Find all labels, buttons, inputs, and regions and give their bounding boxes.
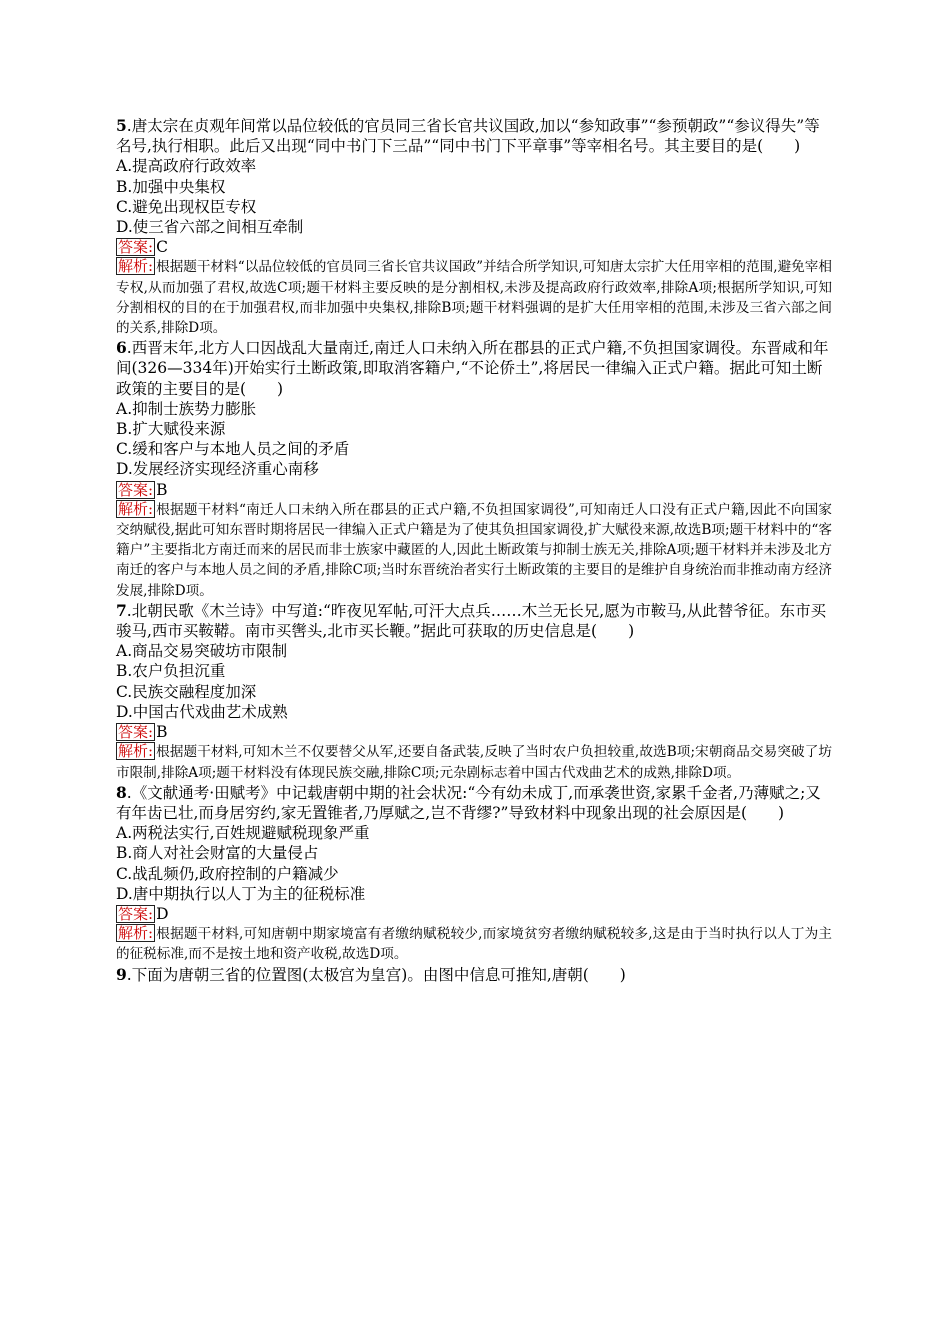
option-c: C.避免出现权臣专权 [116, 197, 257, 216]
explanation-tag: 解析: [118, 257, 154, 276]
question-number: 8 [116, 782, 127, 802]
option-a: A.抑制士族势力膨胀 [116, 399, 257, 418]
option-a: A.商品交易突破坊市限制 [116, 642, 288, 661]
option-b: B.商人对社会财富的大量侵占 [116, 844, 319, 863]
option-b: B.加强中央集权 [116, 177, 226, 196]
option-c: C.民族交融程度加深 [116, 682, 257, 701]
explanation-text: 根据题干材料,可知唐朝中期家境富有者缴纳赋税较少,而家境贫穷者缴纳赋税较多,这是由于当时执行以人丁为主的征税标准,而不是按土地和资产收税,故选D项。 [116, 926, 832, 963]
answer-value: B [156, 723, 168, 742]
question-number: 5 [116, 116, 127, 135]
explanation-line [116, 500, 832, 601]
question-stem: 7.北朝民歌《木兰诗》中写道:“昨夜见军帖,可汗大点兵……木兰无长兄,愿为市鞍马,从此替爷征。东市买骏马,西市买鞍鞯。南市买辔头,北市买长鞭。”据此可获取的历史信息是( ) [116, 600, 827, 641]
option-b: B.扩大赋役来源 [116, 420, 226, 439]
question-stem: 9.下面为唐朝三省的位置图(太极宫为皇宫)。由图中信息可推知,唐朝( ) [116, 964, 626, 984]
explanation-text: 根据题干材料“以品位较低的官员同三省长官共议国政”并结合所学知识,可知唐太宗扩大任用宰相的范围,避免宰相专权,从而加强了君权,故选C项;题干材料主要反映的是分割相权,未涉及提高政府行政效率,排除A项;根据所学知识,可知分割相权的目的在于加强君权,而非加强中央集权,排除B项;题干材料强调的是扩大任用宰相的范围,未涉及三省六部之间的关系,排除D项。 [116, 259, 832, 337]
document-body [116, 116, 832, 985]
explanation-text: 根据题干材料,可知木兰不仅要替父从军,还要自备武装,反映了当时农户负担较重,故选B项;宋朝商品交易突破了坊市限制,排除A项;题干材料没有体现民族交融,排除C项;元杂剧标志着中国古代戏曲艺术的成熟,排除D项。 [116, 744, 832, 781]
explanation-line [116, 257, 832, 338]
option-d: D.中国古代戏曲艺术成熟 [116, 702, 288, 721]
explanation-tag: 解析: [118, 742, 154, 761]
question-stem: 8.《文献通考·田赋考》中记载唐朝中期的社会状况:“今有幼未成丁,而承袭世资,家累千金者,乃薄赋之;又有年齿已壮,而身居穷约,家无置锥者,乃厚赋之,岂不背缪?”导致材料中现象出现的社会原因是( ) [116, 782, 821, 822]
answer-tag: 答案: [118, 480, 154, 499]
option-d: D.发展经济实现经济重心南移 [116, 460, 319, 479]
answer-line [116, 480, 832, 500]
explanation-tag: 解析: [118, 924, 154, 943]
answer-value: D [156, 904, 169, 923]
question-number: 6 [116, 338, 127, 358]
question-6 [116, 338, 832, 601]
answer-line [116, 722, 832, 742]
answer-value: C [156, 238, 168, 257]
answer-tag: 答案: [118, 723, 154, 742]
answer-value: B [156, 480, 168, 499]
option-d: D.唐中期执行以人丁为主的征税标准 [116, 884, 366, 903]
question-number: 9 [116, 964, 127, 984]
option-d: D.使三省六部之间相互牵制 [116, 218, 304, 237]
explanation-tag: 解析: [118, 499, 154, 518]
question-8 [116, 783, 832, 965]
option-c: C.缓和客户与本地人员之间的矛盾 [116, 440, 350, 459]
option-b: B.农户负担沉重 [116, 662, 226, 681]
answer-line [116, 237, 832, 257]
question-9 [116, 965, 832, 985]
explanation-line [116, 924, 832, 964]
option-c: C.战乱频仍,政府控制的户籍减少 [116, 864, 339, 883]
explanation-line [116, 742, 832, 782]
answer-tag: 答案: [118, 238, 154, 257]
explanation-text: 根据题干材料“南迁人口未纳入所在郡县的正式户籍,不负担国家调役”,可知南迁人口没有正式户籍,因此不向国家交纳赋役,据此可知东晋时期将居民一律编入正式户籍是为了使其负担国家调役,扩大赋役来源,故选B项;题干材料中的“客籍户”主要指北方南迁而来的居民而非士族家中藏匿的人,因此土断政策与抑制士族无关,排除A项;题干材料并未涉及北方南迁的客户与本地人员之间的矛盾,排除C项;当时东晋统治者实行土断政策的主要目的是维护自身统治而非推动南方经济发展,排除D项。 [116, 501, 832, 599]
answer-tag: 答案: [118, 904, 154, 923]
answer-line [116, 904, 832, 924]
question-number: 7 [116, 600, 127, 620]
question-5 [116, 116, 832, 338]
option-a: A.两税法实行,百姓规避赋税现象严重 [116, 824, 370, 843]
question-stem: 5.唐太宗在贞观年间常以品位较低的官员同三省长官共议国政,加以“参知政事”“参预朝政”“参议得失”等名号,执行相职。此后又出现“同中书门下三品”“同中书门下平章事”等宰相名号。其主要目的是( ) [116, 116, 820, 156]
option-a: A.提高政府行政效率 [116, 157, 257, 176]
question-stem: 6.西晋末年,北方人口因战乱大量南迁,南迁人口未纳入所在郡县的正式户籍,不负担国家调役。东晋咸和年间(326—334年)开始实行土断政策,即取消客籍户,“不论侨土”,将居民一律编入正式户籍。据此可知土断政策的主要目的是( ) [116, 338, 829, 398]
question-7 [116, 601, 832, 783]
